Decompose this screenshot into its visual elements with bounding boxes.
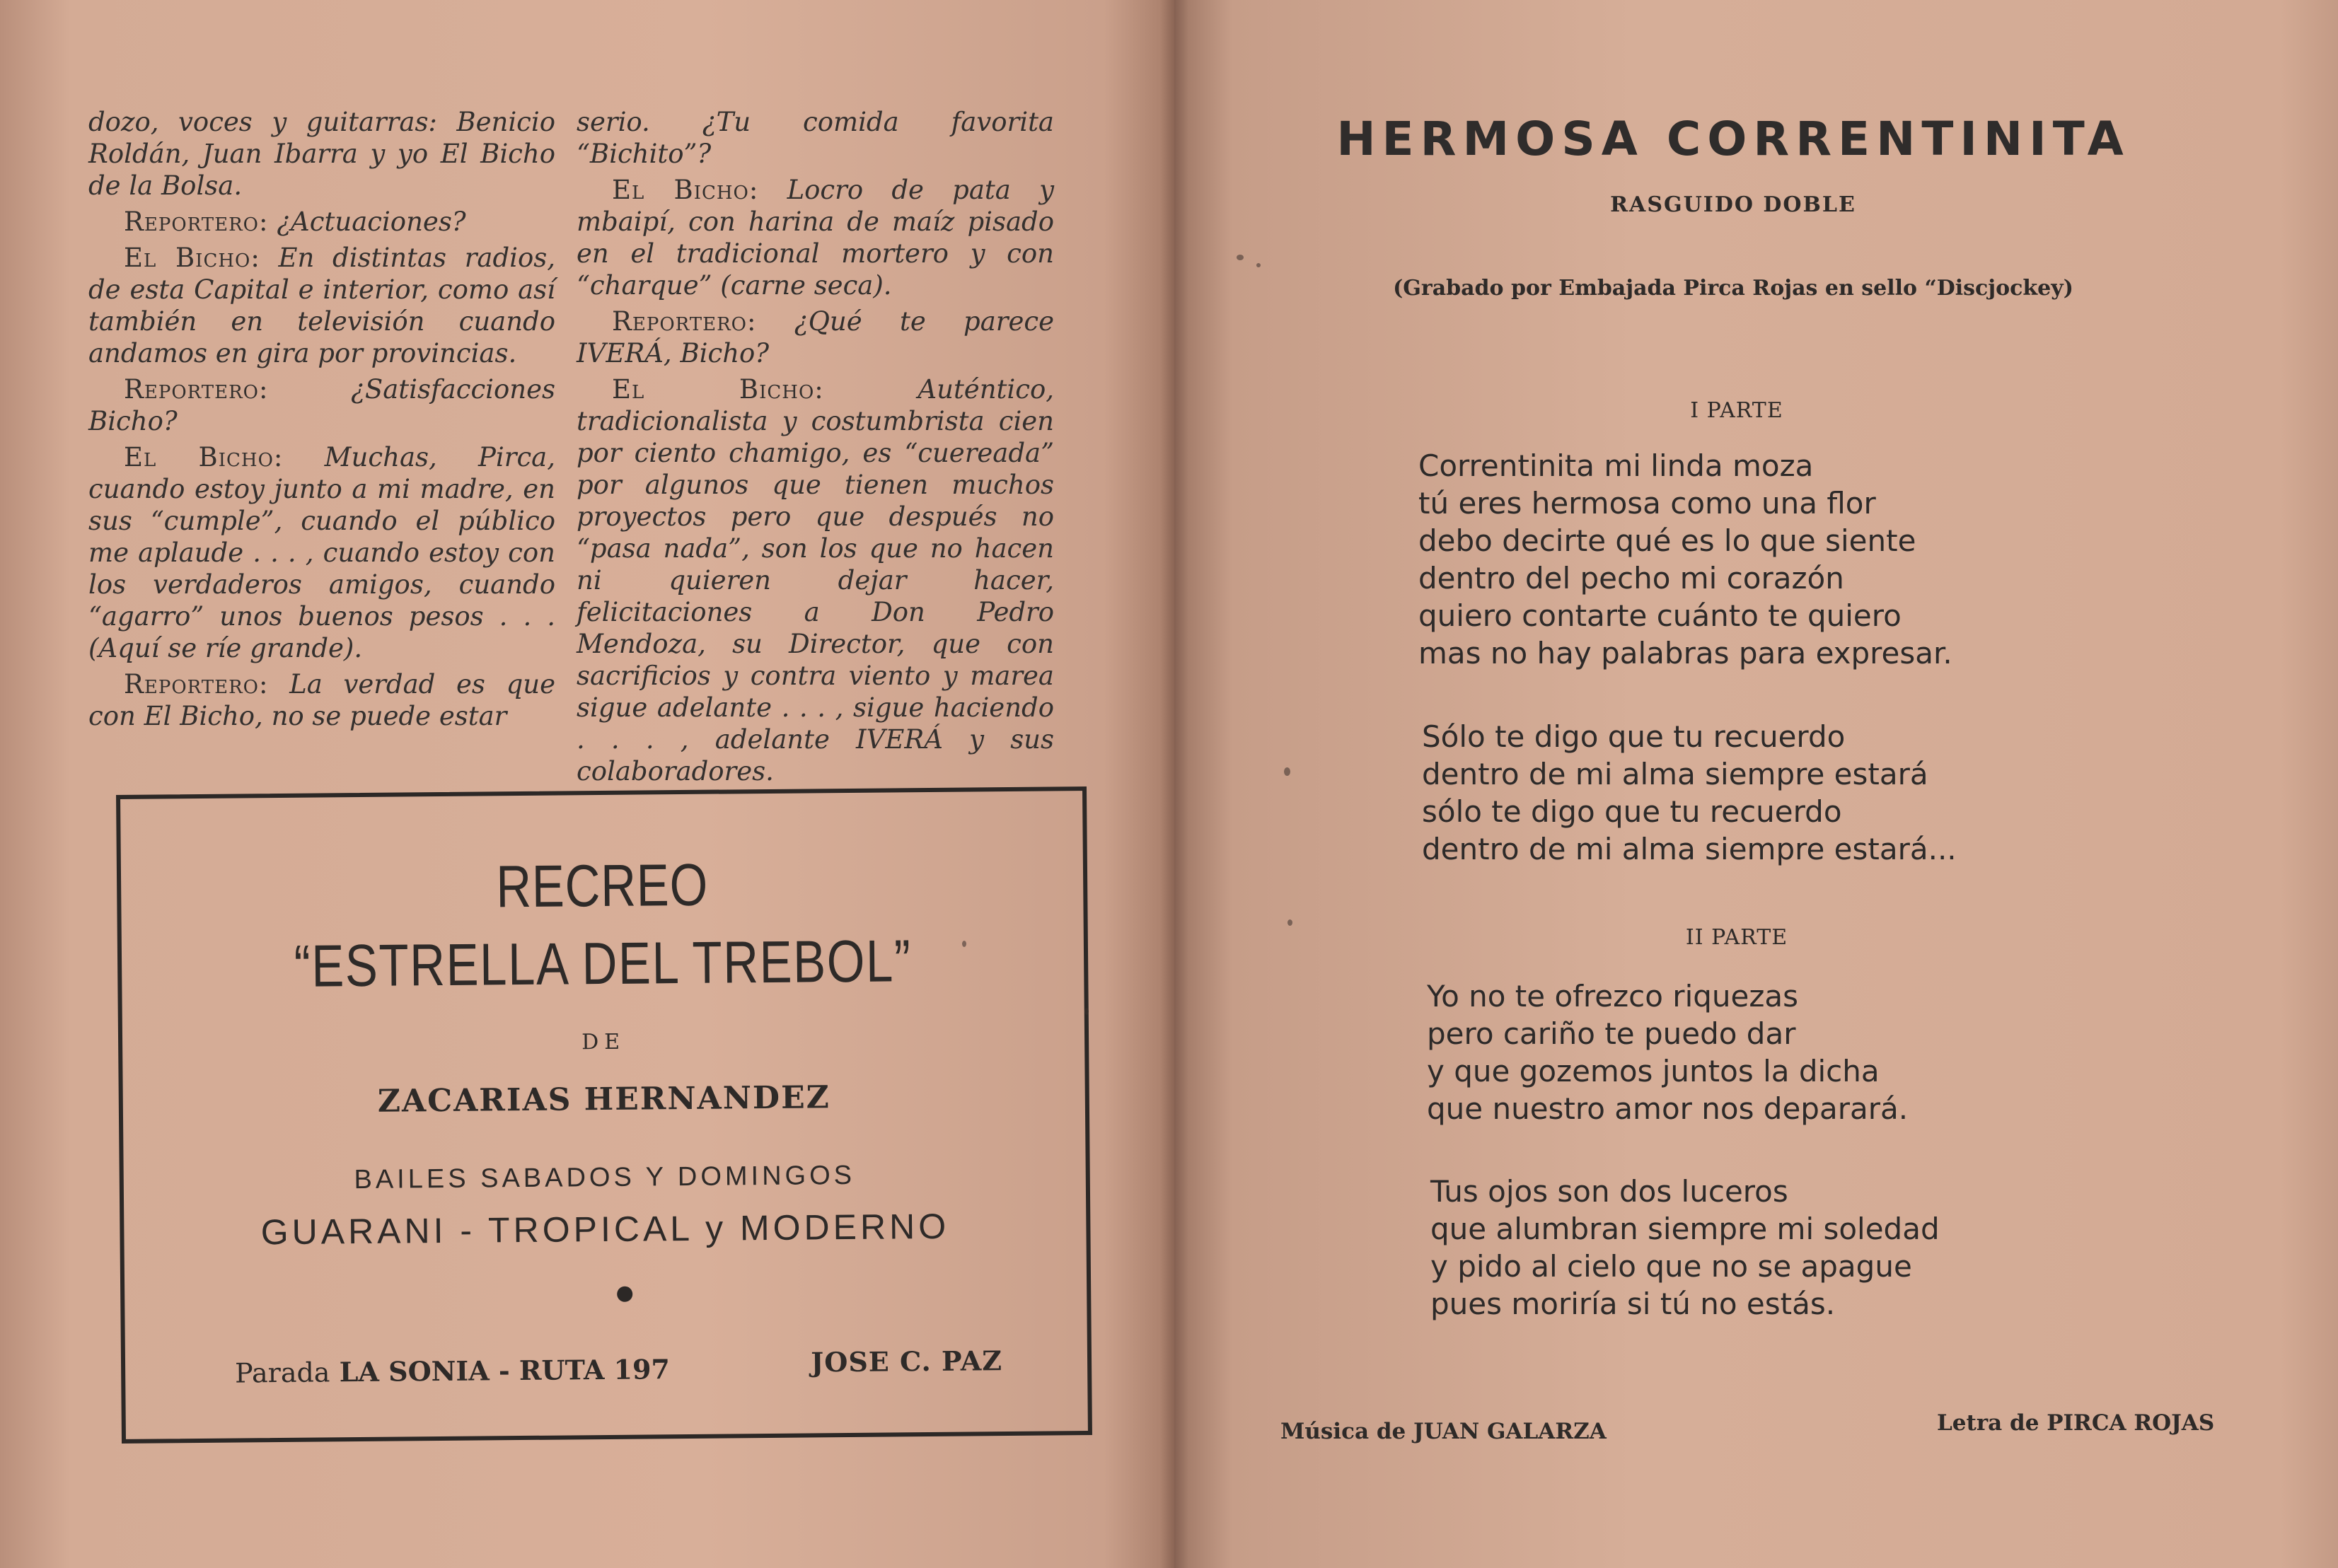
- part-heading-1: I PARTE: [1690, 398, 1783, 423]
- stanza-3: [1427, 977, 1908, 1127]
- lyric-line: sólo te digo que tu recuerdo: [1422, 794, 1842, 829]
- song-genre: RASGUIDO DOBLE: [1610, 192, 1856, 217]
- lyric-line: tú eres hermosa como una flor: [1418, 486, 1876, 521]
- bullet-dot-icon: [617, 1287, 632, 1302]
- advertisement-box: [116, 786, 1092, 1444]
- ad-title-line1: RECREO: [495, 851, 709, 920]
- interview-paragraph: Reportero: ¿Satisfacciones Bicho?: [88, 374, 555, 436]
- interview-paragraph: Reportero: La verdad es que con El Bicho, no se puede estar: [88, 669, 556, 731]
- part-heading-2: II PARTE: [1685, 925, 1788, 950]
- ad-title-line2: “ESTRELLA DEL TREBOL”: [294, 927, 912, 999]
- paper-speck: [1256, 263, 1261, 267]
- ad-de: DE: [581, 1029, 626, 1055]
- lyric-line: Correntinita mi linda moza: [1418, 448, 1814, 483]
- ad-stop-location: Parada LA SONIA - RUTA 197: [234, 1353, 671, 1389]
- interview-paragraph: El Bicho: Locro de pata y mbaipí, con harina de maíz pisado en el tradicional mortero y con “charque” (carne seca).: [577, 175, 1054, 301]
- interview-paragraph: El Bicho: En distintas radios, de esta Capital e interior, como así también en televisión cuando andamos en gira por provincias.: [88, 243, 555, 368]
- lyric-line: quiero contarte cuánto te quiero: [1418, 598, 1902, 633]
- ad-city: JOSE C. PAZ: [811, 1345, 1003, 1378]
- interview-paragraph: El Bicho: Auténtico, tradicionalista y costumbrista cien por ciento chamigo, es “cuereada” por algunos que tienen muchos proyectos pero que después no “pasa nada”, son los que no hacen ni quieren dejar hacer, felicitaciones a Don Pedro Mendoza, su Director, que con sacrificios y contra viento y marea sigue adelante . . . , sigue haciendo . . . , adelante IVERÁ y sus colaboradores.: [577, 374, 1054, 786]
- lyric-line: debo decirte qué es lo que siente: [1418, 523, 1916, 558]
- lyric-line: mas no hay palabras para expresar.: [1418, 636, 1952, 670]
- paper-speck: [962, 941, 966, 947]
- interview-paragraph: Reportero: ¿Actuaciones?: [124, 207, 466, 237]
- book-gutter: [1160, 0, 1188, 1568]
- interview-paragraph: El Bicho: Muchas, Pirca, cuando estoy junto a mi madre, en sus “cumple”, cuando el público me aplaude . . . , cuando estoy con los verdaderos amigos, cuando “agarro” unos buenos pesos . . . (Aquí se ríe grande).: [88, 442, 555, 663]
- ad-rhythms: GUARANI - TROPICAL y MODERNO: [260, 1206, 950, 1253]
- ad-owner: ZACARIAS HERNANDEZ: [377, 1079, 831, 1120]
- paper-speck: [1287, 919, 1292, 926]
- lyric-line: dentro de mi alma siempre estará...: [1422, 832, 1957, 866]
- interview-paragraph: Reportero: ¿Qué te parece IVERÁ, Bicho?: [577, 306, 1054, 368]
- lyric-line: dentro del pecho mi corazón: [1418, 561, 1844, 596]
- paper-speck: [1284, 767, 1290, 776]
- lyric-line: pues moriría si tú no estás.: [1430, 1287, 1836, 1321]
- recording-note: (Grabado por Embajada Pirca Rojas en sello “Discjockey): [1393, 276, 2073, 301]
- paper-speck: [1084, 1008, 1089, 1015]
- interview-paragraph: dozo, voces y guitarras: Benicio Roldán, Juan Ibarra y yo El Bicho de la Bolsa.: [88, 107, 555, 201]
- interview-paragraph: serio. ¿Tu comida favorita “Bichito”?: [577, 107, 1054, 169]
- stanza-4: [1430, 1173, 1940, 1323]
- lyric-line: pero cariño te puedo dar: [1427, 1016, 1796, 1051]
- lyric-line: que nuestro amor nos deparará.: [1427, 1091, 1909, 1126]
- song-title: HERMOSA CORRENTINITA: [1336, 112, 2130, 166]
- lyric-line: y pido al cielo que no se apague: [1430, 1249, 1912, 1284]
- lyric-line: que alumbran siempre mi soledad: [1430, 1212, 1940, 1246]
- interview-column-a: [88, 106, 555, 736]
- lyric-line: Sólo te digo que tu recuerdo: [1422, 719, 1846, 754]
- lyric-line: dentro de mi alma siempre estará: [1422, 757, 1928, 791]
- stanza-2: [1422, 718, 1957, 868]
- lyrics-credit: Letra de PIRCA ROJAS: [1937, 1410, 2215, 1436]
- music-credit: Música de JUAN GALARZA: [1280, 1419, 1607, 1444]
- lyric-line: Yo no te ofrezco riquezas: [1427, 979, 1799, 1014]
- ad-schedule: BAILES SABADOS Y DOMINGOS: [354, 1160, 856, 1195]
- paper-speck: [1237, 255, 1244, 260]
- stanza-1: [1418, 447, 1952, 672]
- lyric-line: y que gozemos juntos la dicha: [1427, 1054, 1880, 1088]
- lyric-line: Tus ojos son dos luceros: [1430, 1174, 1788, 1209]
- interview-column-b: [577, 106, 1054, 791]
